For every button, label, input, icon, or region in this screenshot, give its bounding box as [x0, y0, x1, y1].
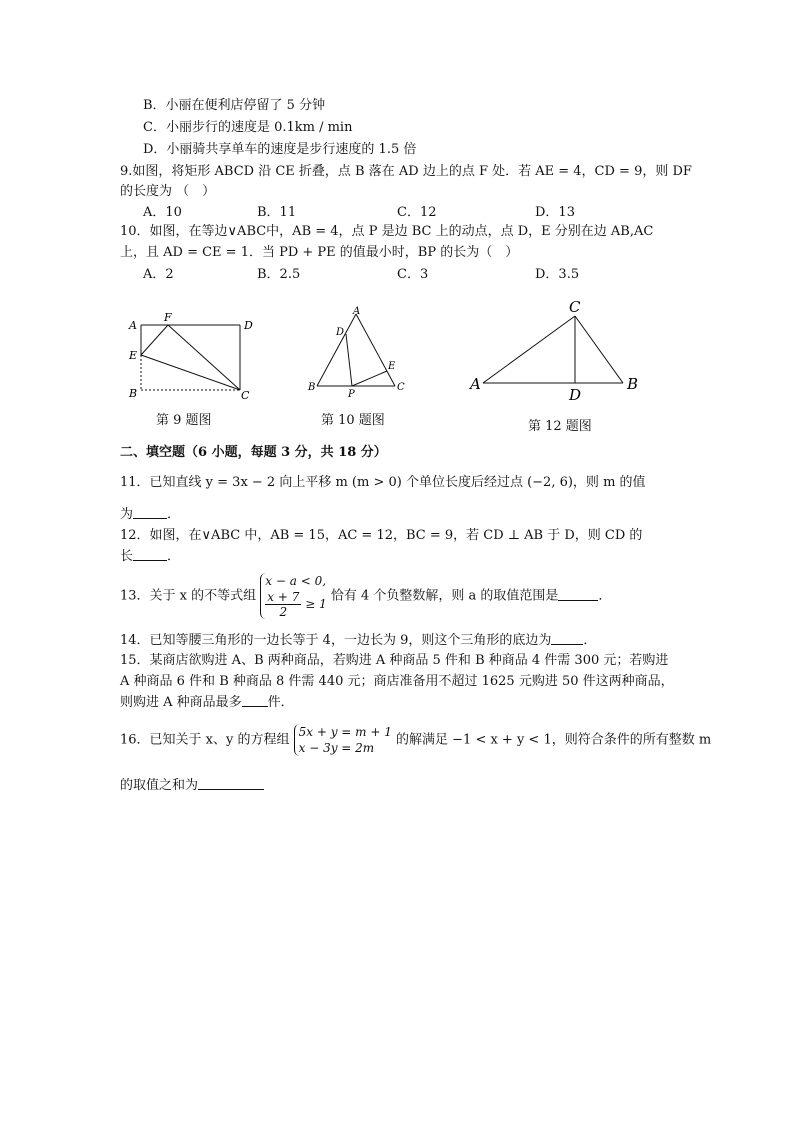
q10-stem-2: 上，且 AD = CE = 1．当 PD + PE 的值最小时，BP 的长为（ ） [120, 245, 519, 260]
q16-equation-1: 5x + y = m + 1 [298, 725, 392, 739]
figure-12 [465, 296, 645, 406]
q8-option-d: D．小丽骑共享单车的速度是步行速度的 1.5 倍 [143, 142, 417, 157]
q13-inequality-2 [265, 590, 326, 619]
q13-suffix: 恰有 4 个负整数解，则 a 的取值范围是 [330, 588, 559, 604]
q9-option-c: C．12 [397, 205, 437, 220]
q15-stem-3: 则购进 A 种商品最多 [120, 695, 242, 710]
q9-option-b: B．11 [257, 205, 297, 220]
fig10-label-d: D [336, 327, 345, 338]
q13 [120, 573, 611, 619]
fig9-label-e: E [129, 349, 138, 362]
q14-period: ． [583, 633, 597, 648]
q9-stem: 9.如图，将矩形 ABCD 沿 CE 折叠，点 B 落在 AD 边上的点 F 处．若 AE = 4，CD = 9，则 DF [120, 164, 692, 179]
q13-blank[interactable] [558, 588, 598, 601]
q13-prefix: 13．关于 x 的不等式组 [120, 588, 257, 604]
figure-12-caption: 第 12 题图 [528, 419, 592, 434]
q15-line-2: A 种商品 6 件和 B 种商品 8 件需 440 元；商店准备用不超过 1625 元购进 50 件这两种商品， [120, 674, 674, 689]
section-2-title: 二、填空题（6 小题，每题 3 分，共 18 分） [120, 445, 387, 460]
q15-line-3 [120, 694, 294, 712]
q10-option-b: B．2.5 [257, 267, 301, 282]
fig9-label-d: D [244, 319, 253, 332]
fig12-label-c: C [569, 298, 581, 316]
q16-prefix: 16．已知关于 x、y 的方程组 [120, 732, 290, 748]
q10-option-d: D．3.5 [535, 267, 580, 282]
q15-unit: 件 [267, 695, 281, 710]
figure-9 [118, 306, 268, 406]
q11-answer-line [120, 506, 180, 524]
q15-blank[interactable] [242, 694, 268, 707]
q9-option-a: A．10 [143, 205, 182, 220]
q16-answer-line [120, 777, 264, 795]
q12-period: ． [167, 549, 181, 564]
q16-equation-2: x − 3y = 2m [298, 741, 375, 755]
fig12-label-b: B [627, 375, 639, 393]
q16-blank[interactable] [198, 777, 264, 790]
q12-answer-line [120, 548, 180, 566]
figure-10-caption: 第 10 题图 [321, 413, 385, 428]
q10-option-c: C．3 [397, 267, 429, 282]
q11-stem-2: 为 [120, 507, 134, 522]
fig10-label-p: P [348, 389, 355, 400]
q13-inequality-system [260, 573, 326, 619]
fig9-label-f: F [164, 311, 172, 324]
fig10-label-e: E [388, 361, 396, 372]
q9-option-d: D．13 [535, 205, 575, 220]
fig12-label-d: D [569, 386, 582, 404]
q11-period: ． [167, 507, 181, 522]
q16-stem-2: 的取值之和为 [120, 778, 199, 793]
q15-period: ． [280, 695, 294, 710]
q8-option-b: B．小丽在便利店停留了 5 分钟 [143, 98, 326, 113]
fig10-label-a: A [353, 306, 361, 317]
q14-stem: 14．已知等腰三角形的一边长等于 4，一边长为 9，则这个三角形的底边为 [120, 633, 552, 648]
q12-blank[interactable] [133, 548, 167, 561]
q13-fraction-numerator: x + 7 [267, 590, 300, 604]
q11-stem: 11．已知直线 y = 3x − 2 向上平移 m (m > 0) 个单位长度后经过点 (−2, 6)，则 m 的值 [120, 475, 646, 490]
fig9-label-a: A [129, 319, 137, 332]
figure-10 [302, 302, 412, 402]
fig10-label-b: B [308, 382, 316, 393]
q12-stem-2: 长 [120, 549, 134, 564]
q10-option-a: A．2 [143, 267, 174, 282]
q9-stem-2: 的长度为 （ ） [120, 184, 216, 199]
q13-fraction-denominator: 2 [279, 605, 288, 619]
q13-fraction [265, 590, 301, 619]
figure-9-caption: 第 9 题图 [156, 413, 212, 428]
q16 [120, 724, 711, 756]
q14 [120, 632, 596, 650]
q10-stem: 10．如图，在等边∨ABC中，AB = 4，点 P 是边 BC 上的动点，点 D，E 分别在边 AB,AC [120, 224, 654, 239]
q8-option-c: C．小丽步行的速度是 0.1km / min [143, 120, 353, 135]
q14-blank[interactable] [551, 632, 583, 645]
fig10-label-c: C [397, 382, 405, 393]
fig12-label-a: A [470, 375, 481, 393]
q12-stem: 12．如图，在∨ABC 中，AB = 15，AC = 12，BC = 9，若 CD ⊥ AB 于 D，则 CD 的 [120, 528, 643, 543]
q13-relation: ≥ 1 [305, 597, 327, 611]
fig9-label-b: B [129, 387, 138, 400]
q13-inequality-1: x − a < 0, [265, 574, 327, 588]
q15-line-1: 15．某商店欲购进 A、B 两种商品，若购进 A 种商品 5 件和 B 种商品 4 件需 300 元；若购进 [120, 653, 669, 668]
q11-blank[interactable] [133, 506, 167, 519]
q13-period: ． [598, 588, 612, 604]
q16-suffix: 的解满足 −1 < x + y < 1，则符合条件的所有整数 m [396, 732, 712, 748]
q16-equation-system [294, 724, 392, 756]
fig9-label-c: C [241, 389, 250, 402]
